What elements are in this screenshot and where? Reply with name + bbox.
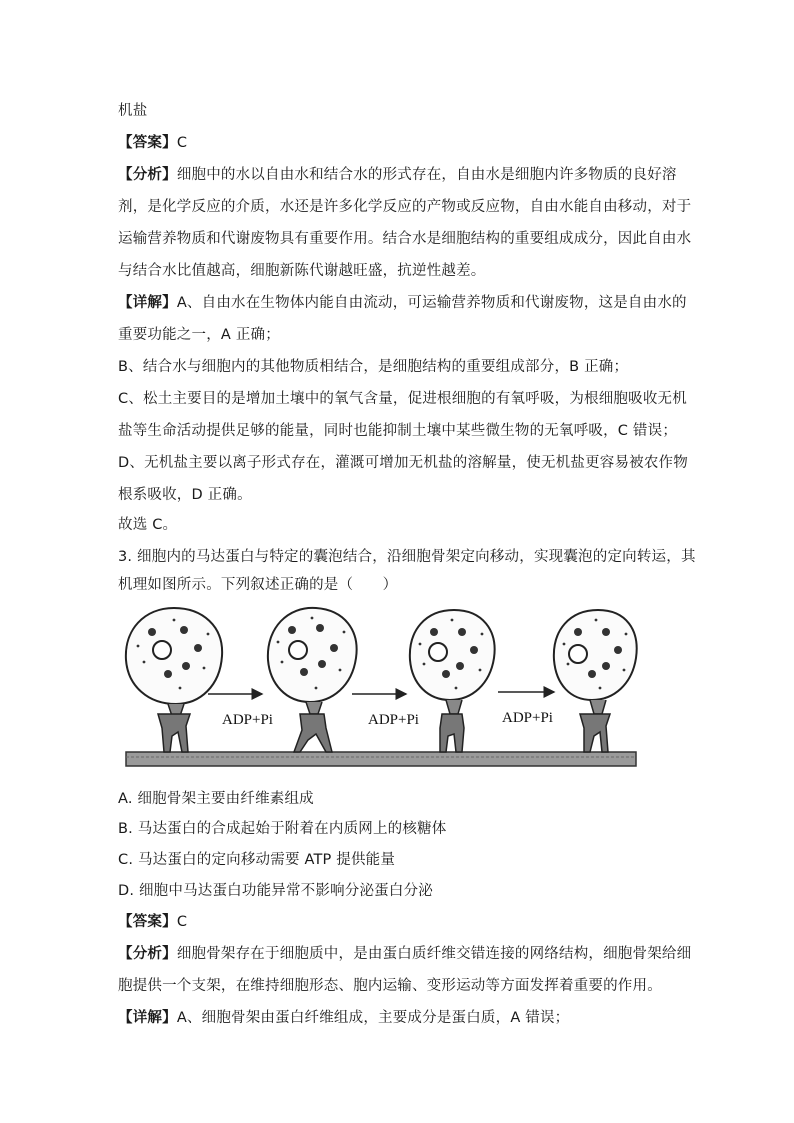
- option-d: [118, 881, 433, 901]
- question-line: [118, 575, 397, 595]
- text-segment: A、自由水在生物体内能自由流动，可运输营养物质和代谢废物，这是自由水的: [176, 295, 687, 311]
- analysis-tag: 【分析】: [118, 167, 177, 183]
- motor-protein-1: [158, 714, 190, 752]
- text-segment: 细胞骨架存在于细胞质中，是由蛋白质纤维交错连接的网络结构，细胞骨架给细: [176, 946, 692, 962]
- text-segment: 运输营养物质和代谢废物具有重要作用。结合水是细胞结构的重要组成成分，因此自由水: [118, 231, 692, 247]
- analysis-line: [118, 165, 677, 185]
- option-text: B. 马达蛋白的合成起始于附着在内质网上的核糖体: [118, 821, 447, 837]
- answer-value: C: [176, 135, 188, 151]
- text-segment: C、松土主要目的是增加土壤中的氧气含量，促进根细胞的有氧呼吸，为根细胞吸收无机: [118, 391, 687, 407]
- cytoskeleton-track: [126, 752, 636, 766]
- text-segment: 根系吸收，D 正确。: [118, 487, 252, 503]
- text-segment: 盐等生命活动提供足够的能量，同时也能抑制土壤中某些微生物的无氧呼吸，C 错误；: [118, 423, 678, 439]
- text-segment: A、细胞骨架由蛋白纤维组成，主要成分是蛋白质，A 错误；: [176, 1010, 570, 1026]
- text-segment: 与结合水比值越高，细胞新陈代谢越旺盛，抗逆性越差。: [118, 263, 486, 279]
- vesicle-stage-4: [554, 610, 637, 714]
- motor-protein-figure: [122, 602, 640, 774]
- answer-line: [118, 133, 187, 153]
- detail-tag: 【详解】: [118, 295, 177, 311]
- motor-protein-2: [294, 714, 332, 752]
- motor-protein-4: [580, 714, 610, 752]
- vesicle-stage-3: [410, 610, 495, 714]
- answer-tag: 【答案】: [118, 914, 177, 930]
- option-a: [118, 789, 314, 809]
- text-segment: 重要功能之一，A 正确；: [118, 327, 280, 343]
- answer-value: C: [176, 914, 188, 930]
- text-segment: 故选 C。: [118, 517, 178, 533]
- text-line: [118, 101, 147, 121]
- text-segment: B、结合水与细胞内的其他物质相结合，是细胞结构的重要组成部分，B 正确；: [118, 359, 629, 375]
- option-b: [118, 819, 446, 839]
- arrow-label-adp-pi: ADP+Pi: [222, 712, 273, 728]
- text-segment: D、无机盐主要以离子形式存在，灌溉可增加无机盐的溶解量，使无机盐更容易被农作物: [118, 455, 688, 471]
- text-line: [118, 325, 280, 345]
- option-text: C. 马达蛋白的定向移动需要 ATP 提供能量: [118, 852, 396, 868]
- option-text: A. 细胞骨架主要由纤维素组成: [118, 791, 314, 807]
- question-line: [118, 547, 696, 567]
- answer-line: [118, 912, 187, 932]
- vesicle-stage-1: [126, 608, 222, 716]
- detail-tag: 【详解】: [118, 1010, 177, 1026]
- text-segment: 机盐: [118, 103, 148, 119]
- text-line: [118, 976, 662, 996]
- text-line: [118, 515, 177, 535]
- option-c: [118, 850, 395, 870]
- text-line: [118, 453, 688, 473]
- analysis-line: [118, 944, 691, 964]
- arrow-label-adp-pi: ADP+Pi: [502, 710, 553, 726]
- motor-protein-3: [440, 714, 464, 752]
- text-segment: 剂，是化学反应的介质，水还是许多化学反应的产物或反应物，自由水能自由移动，对于: [118, 199, 692, 215]
- text-line: [118, 357, 628, 377]
- answer-tag: 【答案】: [118, 135, 177, 151]
- detail-line: [118, 1008, 569, 1028]
- text-segment: 胞提供一个支架，在维持细胞形态、胞内运输、变形运动等方面发挥着重要的作用。: [118, 978, 662, 994]
- question-text: 3. 细胞内的马达蛋白与特定的囊泡结合，沿细胞骨架定向移动，实现囊泡的定向转运，其: [118, 549, 696, 565]
- text-line: [118, 229, 691, 249]
- text-line: [118, 389, 687, 409]
- analysis-tag: 【分析】: [118, 946, 177, 962]
- vesicle-stage-2: [268, 608, 357, 714]
- arrow-label-adp-pi: ADP+Pi: [368, 712, 419, 728]
- text-segment: 细胞中的水以自由水和结合水的形式存在，自由水是细胞内许多物质的良好溶: [176, 167, 677, 183]
- detail-line: [118, 293, 687, 313]
- question-text: 机理如图所示。下列叙述正确的是（ ）: [118, 577, 398, 593]
- text-line: [118, 485, 252, 505]
- text-line: [118, 261, 486, 281]
- option-text: D. 细胞中马达蛋白功能异常不影响分泌蛋白分泌: [118, 883, 433, 899]
- text-line: [118, 421, 677, 441]
- text-line: [118, 197, 691, 217]
